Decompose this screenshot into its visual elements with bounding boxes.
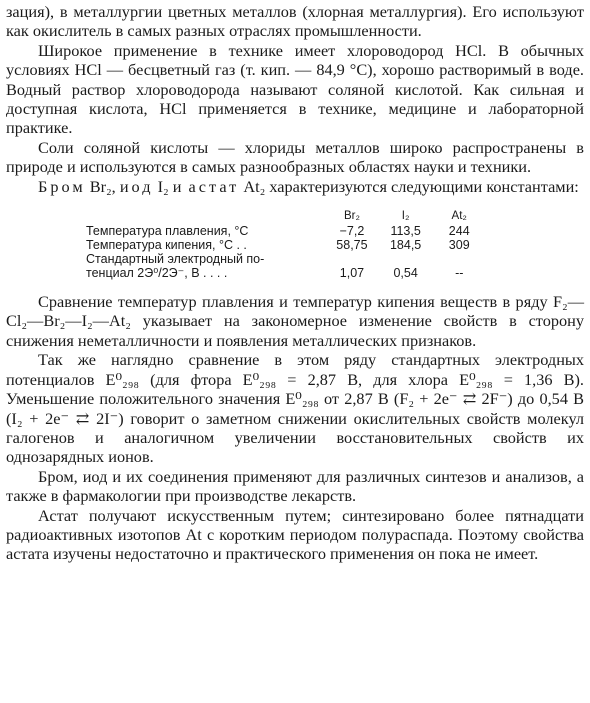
- cell-value: --: [455, 266, 464, 281]
- paragraph-chlorides: Соли соляной кислоты — хлориды металлов широко распространены в природе и используются в самых разнообразных областях науки и техники.: [6, 137, 584, 177]
- paragraph-trend-comparison: Сравнение температур плавления и температур кипения веществ в ряду F₂—Cl₂—Br₂—I₂—At₂ указывает на закономерное изменение свойств в сторону снижения неметалличности и появления металлических признаков.: [6, 292, 584, 350]
- word-astatine: астат: [188, 176, 240, 196]
- table-row: [86, 266, 486, 280]
- header-at2: At₂: [451, 210, 467, 223]
- row-label: тенциал 2Э⁰/2Э⁻, В . . . .: [86, 266, 228, 281]
- paragraph-astatine: Астат получают искусственным путем; синтезировано более пятнадцати радиоактивных изотопов At с коротким периодом полураспада. Поэтому свойства астата изучены недостаточно и практического применения он пока не имеет.: [6, 505, 584, 564]
- cell-value: 58,75: [336, 238, 368, 253]
- cell-value: [379, 252, 433, 266]
- word-and: и: [172, 176, 185, 196]
- intro-rest: характеризуются следующими константами:: [269, 176, 579, 196]
- paragraph-chlorine-uses: зация), в металлургии цветных металлов (хлорная металлургия). Его используют как окислитель в самых разных отраслях промышленности.: [6, 2, 584, 41]
- cell-value: 184,5: [389, 238, 422, 253]
- cell-value: 244: [448, 224, 470, 239]
- formula-i2: I₂: [157, 176, 169, 196]
- table-row: [86, 238, 486, 252]
- paragraph-bromine-iodine-uses: Бром, иод и их соединения применяют для различных синтезов и анализов, а также в фармакологии при производстве лекарств.: [6, 466, 584, 506]
- formula-at2: At₂: [243, 176, 266, 196]
- document-page: [6, 2, 584, 564]
- paragraph-halogens-intro: [6, 177, 584, 196]
- cell-value: −7,2: [339, 224, 365, 239]
- header-br2: Br₂: [343, 210, 360, 223]
- cell-value: 1,07: [339, 266, 365, 281]
- cell-value: [432, 252, 486, 266]
- table-row: [86, 224, 486, 238]
- word-bromine: Бром: [38, 176, 86, 196]
- table-row: [86, 252, 486, 266]
- paragraph-electrode-potentials: Так же наглядно сравнение в этом ряду стандартных электродных потенциалов E⁰₂₉₈ (для фтора E⁰₂₉₈ = 2,87 В, для хлора E⁰₂₉₈ = 1,36 В). Уменьшение положительного значения E⁰₂₉₈ от 2,87 В (F₂ + 2e⁻ ⇄ 2F⁻) до 0,54 В (I₂ + 2e⁻ ⇄ 2I⁻) говорит о заметном снижении окислительных свойств молекул галогенов и аналогичном увеличении восстановительных свойств их однозарядных ионов.: [6, 350, 584, 467]
- word-iodine: иод: [119, 176, 154, 196]
- constants-table: [86, 208, 486, 280]
- cell-value: [325, 252, 379, 266]
- row-label: Стандартный электродный по-: [86, 252, 265, 267]
- header-i2: I₂: [401, 210, 410, 223]
- row-label: Температура плавления, °C: [86, 224, 249, 239]
- cell-value: 0,54: [393, 266, 418, 281]
- row-label: Температура кипения, °C . .: [86, 238, 247, 253]
- cell-value: 309: [448, 238, 470, 253]
- formula-br2: Br₂,: [89, 176, 116, 196]
- cell-value: 113,5: [390, 224, 421, 239]
- table-header-row: [86, 208, 486, 224]
- paragraph-hydrogen-chloride: Широкое применение в технике имеет хлороводород HCl. В обычных условиях HCl — бесцветный газ (т. кип. — 84,9 °C), хорошо растворимый в воде. Водный раствор хлороводорода называют соляной кислотой. Как сильная и доступная кислота, HCl применяется в технике, медицине и лабораторной практике.: [6, 40, 584, 138]
